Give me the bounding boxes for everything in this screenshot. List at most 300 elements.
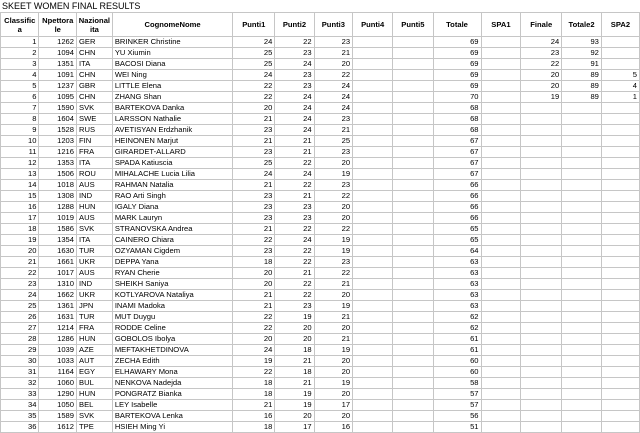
table-cell[interactable]: EGY (77, 367, 113, 378)
table-cell[interactable]: 18 (233, 257, 275, 268)
table-cell[interactable] (521, 378, 562, 389)
table-cell[interactable]: 63 (433, 290, 481, 301)
table-cell[interactable]: 19 (233, 356, 275, 367)
table-cell[interactable]: 1361 (39, 301, 77, 312)
table-cell[interactable] (353, 301, 393, 312)
table-cell[interactable]: 67 (433, 158, 481, 169)
table-cell[interactable]: GER (77, 37, 113, 48)
table-cell[interactable]: 1586 (39, 224, 77, 235)
table-cell[interactable]: 24 (275, 59, 314, 70)
table-cell[interactable]: 62 (433, 312, 481, 323)
table-cell[interactable]: 91 (562, 59, 602, 70)
table-cell[interactable] (353, 268, 393, 279)
table-cell[interactable] (353, 356, 393, 367)
table-cell[interactable] (562, 169, 602, 180)
table-cell[interactable] (562, 136, 602, 147)
table-cell[interactable]: 19 (314, 235, 352, 246)
table-cell[interactable]: MUT Duygu (112, 312, 233, 323)
table-cell[interactable]: NENKOVA Nadejda (112, 378, 233, 389)
table-cell[interactable] (353, 334, 393, 345)
table-cell[interactable] (521, 180, 562, 191)
table-cell[interactable] (393, 301, 433, 312)
table-cell[interactable]: 15 (1, 191, 39, 202)
table-cell[interactable] (481, 125, 521, 136)
table-cell[interactable] (481, 81, 521, 92)
table-cell[interactable] (521, 136, 562, 147)
table-cell[interactable]: IND (77, 191, 113, 202)
table-cell[interactable]: 1060 (39, 378, 77, 389)
table-cell[interactable]: 21 (233, 400, 275, 411)
table-cell[interactable]: 1351 (39, 59, 77, 70)
table-cell[interactable]: 63 (433, 279, 481, 290)
table-cell[interactable]: UKR (77, 257, 113, 268)
table-cell[interactable]: 21 (314, 312, 352, 323)
table-cell[interactable] (353, 158, 393, 169)
table-cell[interactable] (601, 367, 639, 378)
table-cell[interactable] (601, 422, 639, 433)
table-cell[interactable]: IGALY Diana (112, 202, 233, 213)
header-cell[interactable]: Punti4 (353, 13, 393, 37)
table-cell[interactable]: TUR (77, 246, 113, 257)
table-cell[interactable] (393, 246, 433, 257)
table-cell[interactable] (562, 378, 602, 389)
table-cell[interactable]: 19 (275, 312, 314, 323)
table-cell[interactable] (353, 312, 393, 323)
table-cell[interactable] (481, 290, 521, 301)
table-cell[interactable]: 24 (314, 103, 352, 114)
table-cell[interactable]: 19 (1, 235, 39, 246)
table-cell[interactable] (481, 92, 521, 103)
table-cell[interactable] (562, 411, 602, 422)
table-cell[interactable] (601, 334, 639, 345)
table-cell[interactable]: 23 (233, 191, 275, 202)
table-cell[interactable]: 23 (314, 180, 352, 191)
table-cell[interactable]: 24 (233, 37, 275, 48)
table-cell[interactable]: 64 (433, 246, 481, 257)
table-cell[interactable]: 20 (314, 356, 352, 367)
table-cell[interactable]: ITA (77, 235, 113, 246)
table-cell[interactable] (481, 213, 521, 224)
table-cell[interactable] (353, 213, 393, 224)
sheet-title[interactable]: SKEET WOMEN FINAL RESULTS (2, 1, 141, 11)
table-cell[interactable]: 57 (433, 400, 481, 411)
table-cell[interactable] (601, 136, 639, 147)
table-cell[interactable]: SPADA Katiuscia (112, 158, 233, 169)
table-cell[interactable]: HEINONEN Marjut (112, 136, 233, 147)
table-cell[interactable] (393, 378, 433, 389)
table-cell[interactable] (521, 147, 562, 158)
table-cell[interactable]: FRA (77, 147, 113, 158)
table-cell[interactable]: CHN (77, 70, 113, 81)
table-cell[interactable]: 24 (314, 81, 352, 92)
table-cell[interactable]: 22 (233, 323, 275, 334)
table-cell[interactable]: 21 (275, 147, 314, 158)
table-cell[interactable]: 21 (314, 334, 352, 345)
table-cell[interactable] (481, 323, 521, 334)
table-cell[interactable]: 21 (275, 268, 314, 279)
table-cell[interactable] (353, 103, 393, 114)
table-cell[interactable]: ELHAWARY Mona (112, 367, 233, 378)
table-cell[interactable]: 23 (233, 213, 275, 224)
table-cell[interactable] (393, 279, 433, 290)
table-cell[interactable]: GOBOLOS Ibolya (112, 334, 233, 345)
table-cell[interactable] (353, 422, 393, 433)
table-cell[interactable]: AVETISYAN Erdzhanik (112, 125, 233, 136)
table-cell[interactable] (562, 180, 602, 191)
table-cell[interactable] (393, 180, 433, 191)
table-cell[interactable] (562, 125, 602, 136)
header-cell[interactable]: Finale (521, 13, 562, 37)
table-cell[interactable] (393, 323, 433, 334)
table-cell[interactable] (481, 224, 521, 235)
table-cell[interactable]: 92 (562, 48, 602, 59)
table-cell[interactable]: ZECHA Edith (112, 356, 233, 367)
table-cell[interactable]: 20 (275, 323, 314, 334)
table-cell[interactable]: 22 (314, 191, 352, 202)
table-cell[interactable] (393, 191, 433, 202)
table-cell[interactable] (521, 356, 562, 367)
table-cell[interactable]: 20 (521, 70, 562, 81)
table-cell[interactable] (601, 59, 639, 70)
table-cell[interactable] (562, 422, 602, 433)
table-cell[interactable] (393, 70, 433, 81)
table-cell[interactable]: 1094 (39, 48, 77, 59)
table-cell[interactable] (353, 81, 393, 92)
table-cell[interactable] (353, 191, 393, 202)
table-cell[interactable]: 1237 (39, 81, 77, 92)
table-cell[interactable]: RUS (77, 125, 113, 136)
table-cell[interactable] (562, 301, 602, 312)
table-cell[interactable] (562, 279, 602, 290)
table-cell[interactable]: 22 (275, 224, 314, 235)
table-cell[interactable]: 93 (562, 37, 602, 48)
table-cell[interactable] (353, 246, 393, 257)
table-cell[interactable]: 29 (1, 345, 39, 356)
table-cell[interactable]: 23 (275, 81, 314, 92)
table-cell[interactable] (521, 334, 562, 345)
table-cell[interactable] (562, 235, 602, 246)
table-cell[interactable] (521, 301, 562, 312)
table-cell[interactable]: 66 (433, 202, 481, 213)
table-cell[interactable]: 1661 (39, 257, 77, 268)
table-cell[interactable]: 20 (314, 59, 352, 70)
table-cell[interactable] (353, 114, 393, 125)
table-cell[interactable]: 28 (1, 334, 39, 345)
table-cell[interactable] (481, 180, 521, 191)
table-cell[interactable] (481, 191, 521, 202)
table-cell[interactable] (562, 158, 602, 169)
table-cell[interactable]: 21 (233, 301, 275, 312)
table-cell[interactable]: MIHALACHE Lucia Lilia (112, 169, 233, 180)
table-cell[interactable] (601, 125, 639, 136)
table-cell[interactable]: KOTLYAROVA Nataliya (112, 290, 233, 301)
table-cell[interactable]: JPN (77, 301, 113, 312)
table-cell[interactable]: 23 (233, 246, 275, 257)
table-cell[interactable]: 1353 (39, 158, 77, 169)
table-cell[interactable] (393, 400, 433, 411)
table-cell[interactable]: 19 (275, 389, 314, 400)
table-cell[interactable] (601, 378, 639, 389)
table-cell[interactable] (521, 114, 562, 125)
table-cell[interactable] (481, 411, 521, 422)
table-cell[interactable]: RAO Arti Singh (112, 191, 233, 202)
table-cell[interactable]: 19 (314, 378, 352, 389)
table-cell[interactable]: INAMI Madoka (112, 301, 233, 312)
table-cell[interactable]: 20 (275, 411, 314, 422)
table-cell[interactable] (393, 389, 433, 400)
table-cell[interactable]: 1528 (39, 125, 77, 136)
table-cell[interactable] (353, 202, 393, 213)
table-cell[interactable]: SVK (77, 411, 113, 422)
table-cell[interactable] (393, 158, 433, 169)
header-cell[interactable]: Classific a (1, 13, 39, 37)
table-cell[interactable]: 24 (275, 92, 314, 103)
table-cell[interactable]: RODDE Celine (112, 323, 233, 334)
table-cell[interactable]: 1310 (39, 279, 77, 290)
table-cell[interactable]: 8 (1, 114, 39, 125)
table-cell[interactable]: 63 (433, 301, 481, 312)
table-cell[interactable]: 1 (1, 37, 39, 48)
table-cell[interactable] (481, 202, 521, 213)
table-cell[interactable] (393, 213, 433, 224)
table-cell[interactable]: 66 (433, 191, 481, 202)
table-cell[interactable]: 18 (275, 367, 314, 378)
table-cell[interactable] (353, 411, 393, 422)
table-cell[interactable] (481, 279, 521, 290)
table-cell[interactable]: HUN (77, 202, 113, 213)
table-cell[interactable]: AUS (77, 180, 113, 191)
table-cell[interactable] (481, 422, 521, 433)
table-cell[interactable]: 22 (1, 268, 39, 279)
table-cell[interactable]: 1091 (39, 70, 77, 81)
table-cell[interactable]: 13 (1, 169, 39, 180)
table-cell[interactable]: PONGRATZ Bianka (112, 389, 233, 400)
table-cell[interactable] (393, 268, 433, 279)
table-cell[interactable]: IND (77, 279, 113, 290)
table-cell[interactable]: 63 (433, 268, 481, 279)
table-cell[interactable]: 22 (233, 312, 275, 323)
table-cell[interactable]: 1164 (39, 367, 77, 378)
table-cell[interactable]: 21 (233, 290, 275, 301)
table-cell[interactable]: 20 (233, 268, 275, 279)
table-cell[interactable]: 22 (275, 158, 314, 169)
table-cell[interactable]: 4 (1, 70, 39, 81)
table-cell[interactable]: TPE (77, 422, 113, 433)
table-cell[interactable]: 16 (233, 411, 275, 422)
table-cell[interactable] (521, 290, 562, 301)
table-cell[interactable]: LEY Isabelle (112, 400, 233, 411)
table-cell[interactable] (601, 147, 639, 158)
table-cell[interactable]: 23 (275, 70, 314, 81)
table-cell[interactable] (601, 389, 639, 400)
table-cell[interactable]: BUL (77, 378, 113, 389)
table-cell[interactable]: 35 (1, 411, 39, 422)
table-cell[interactable] (353, 125, 393, 136)
table-cell[interactable]: 68 (433, 125, 481, 136)
table-cell[interactable]: 69 (433, 48, 481, 59)
table-cell[interactable]: 1290 (39, 389, 77, 400)
table-cell[interactable] (601, 224, 639, 235)
table-cell[interactable]: 20 (314, 389, 352, 400)
table-cell[interactable] (393, 103, 433, 114)
header-cell[interactable]: Nazional ita (77, 13, 113, 37)
table-cell[interactable] (562, 400, 602, 411)
table-cell[interactable]: 20 (233, 334, 275, 345)
table-cell[interactable]: 24 (275, 114, 314, 125)
table-cell[interactable]: 24 (233, 70, 275, 81)
table-cell[interactable]: 22 (233, 235, 275, 246)
table-cell[interactable]: 89 (562, 81, 602, 92)
table-cell[interactable]: AUT (77, 356, 113, 367)
table-cell[interactable]: 24 (233, 169, 275, 180)
table-cell[interactable] (562, 191, 602, 202)
table-cell[interactable]: 36 (1, 422, 39, 433)
table-cell[interactable] (393, 235, 433, 246)
table-cell[interactable]: 60 (433, 367, 481, 378)
table-cell[interactable]: BRINKER Christine (112, 37, 233, 48)
table-cell[interactable] (353, 367, 393, 378)
table-cell[interactable]: 1203 (39, 136, 77, 147)
table-cell[interactable]: 14 (1, 180, 39, 191)
table-cell[interactable]: 20 (314, 202, 352, 213)
table-cell[interactable]: 23 (233, 202, 275, 213)
table-cell[interactable] (521, 312, 562, 323)
table-cell[interactable]: 61 (433, 345, 481, 356)
table-cell[interactable]: HSIEH Ming Yi (112, 422, 233, 433)
table-cell[interactable]: 22 (314, 224, 352, 235)
table-cell[interactable]: ITA (77, 59, 113, 70)
table-cell[interactable]: 20 (314, 367, 352, 378)
table-cell[interactable]: 20 (1, 246, 39, 257)
header-cell[interactable]: SPA2 (601, 13, 639, 37)
table-cell[interactable]: UKR (77, 290, 113, 301)
table-cell[interactable]: 24 (275, 169, 314, 180)
table-cell[interactable] (481, 400, 521, 411)
table-cell[interactable]: 23 (314, 37, 352, 48)
table-cell[interactable]: 20 (314, 323, 352, 334)
table-cell[interactable] (393, 48, 433, 59)
table-cell[interactable]: ROU (77, 169, 113, 180)
table-cell[interactable]: 23 (275, 301, 314, 312)
table-cell[interactable] (521, 345, 562, 356)
table-cell[interactable] (601, 103, 639, 114)
table-cell[interactable]: 1039 (39, 345, 77, 356)
table-cell[interactable]: HUN (77, 389, 113, 400)
table-cell[interactable]: 22 (275, 37, 314, 48)
table-cell[interactable]: 21 (275, 356, 314, 367)
table-cell[interactable] (521, 246, 562, 257)
table-cell[interactable] (601, 290, 639, 301)
table-cell[interactable]: 1262 (39, 37, 77, 48)
table-cell[interactable] (353, 180, 393, 191)
table-cell[interactable]: 24 (314, 92, 352, 103)
table-cell[interactable] (481, 70, 521, 81)
table-cell[interactable]: 23 (314, 257, 352, 268)
table-cell[interactable]: 69 (433, 59, 481, 70)
table-cell[interactable]: 16 (314, 422, 352, 433)
table-cell[interactable] (521, 202, 562, 213)
table-cell[interactable] (481, 103, 521, 114)
table-cell[interactable] (601, 114, 639, 125)
table-cell[interactable] (481, 48, 521, 59)
table-cell[interactable]: 23 (314, 114, 352, 125)
table-cell[interactable] (353, 37, 393, 48)
table-cell[interactable] (521, 224, 562, 235)
table-cell[interactable]: 25 (314, 136, 352, 147)
table-cell[interactable]: 21 (314, 48, 352, 59)
table-cell[interactable]: 21 (1, 257, 39, 268)
table-cell[interactable]: 1589 (39, 411, 77, 422)
table-cell[interactable]: BEL (77, 400, 113, 411)
table-cell[interactable] (562, 323, 602, 334)
table-cell[interactable]: 30 (1, 356, 39, 367)
header-cell[interactable]: CognomeNome (112, 13, 233, 37)
table-cell[interactable]: 22 (275, 290, 314, 301)
table-cell[interactable]: WEI Ning (112, 70, 233, 81)
table-cell[interactable] (521, 411, 562, 422)
table-cell[interactable]: CHN (77, 48, 113, 59)
table-cell[interactable] (393, 92, 433, 103)
table-cell[interactable]: 5 (1, 81, 39, 92)
table-cell[interactable]: HUN (77, 334, 113, 345)
table-cell[interactable]: 12 (1, 158, 39, 169)
table-cell[interactable] (353, 279, 393, 290)
table-cell[interactable] (481, 345, 521, 356)
table-cell[interactable]: 23 (233, 125, 275, 136)
table-cell[interactable]: 21 (314, 279, 352, 290)
table-cell[interactable]: RAHMAN Natalia (112, 180, 233, 191)
table-cell[interactable]: 24 (275, 103, 314, 114)
table-cell[interactable]: 68 (433, 114, 481, 125)
table-cell[interactable]: 24 (1, 290, 39, 301)
table-cell[interactable]: 1214 (39, 323, 77, 334)
table-cell[interactable]: 17 (314, 400, 352, 411)
table-cell[interactable] (353, 169, 393, 180)
table-cell[interactable] (601, 158, 639, 169)
table-cell[interactable] (393, 224, 433, 235)
table-cell[interactable]: 21 (233, 180, 275, 191)
table-cell[interactable]: OZYAMAN Cigdem (112, 246, 233, 257)
table-cell[interactable]: 22 (233, 367, 275, 378)
table-cell[interactable]: 22 (233, 92, 275, 103)
table-cell[interactable] (521, 191, 562, 202)
table-cell[interactable] (393, 37, 433, 48)
table-cell[interactable] (601, 191, 639, 202)
table-cell[interactable] (481, 169, 521, 180)
table-cell[interactable]: 1630 (39, 246, 77, 257)
table-cell[interactable] (562, 290, 602, 301)
table-cell[interactable] (481, 389, 521, 400)
table-cell[interactable]: 23 (233, 147, 275, 158)
table-cell[interactable]: SVK (77, 224, 113, 235)
table-cell[interactable] (562, 345, 602, 356)
table-cell[interactable]: DEPPA Yana (112, 257, 233, 268)
table-cell[interactable]: 1018 (39, 180, 77, 191)
table-cell[interactable] (562, 213, 602, 224)
table-cell[interactable]: 19 (521, 92, 562, 103)
table-cell[interactable]: 3 (1, 59, 39, 70)
table-cell[interactable] (521, 257, 562, 268)
table-cell[interactable] (562, 103, 602, 114)
table-cell[interactable]: 70 (433, 92, 481, 103)
table-cell[interactable]: 23 (314, 147, 352, 158)
table-cell[interactable] (521, 323, 562, 334)
table-cell[interactable]: 69 (433, 37, 481, 48)
table-cell[interactable]: 22 (314, 70, 352, 81)
table-cell[interactable]: 21 (233, 114, 275, 125)
table-cell[interactable] (481, 136, 521, 147)
table-cell[interactable]: TUR (77, 312, 113, 323)
